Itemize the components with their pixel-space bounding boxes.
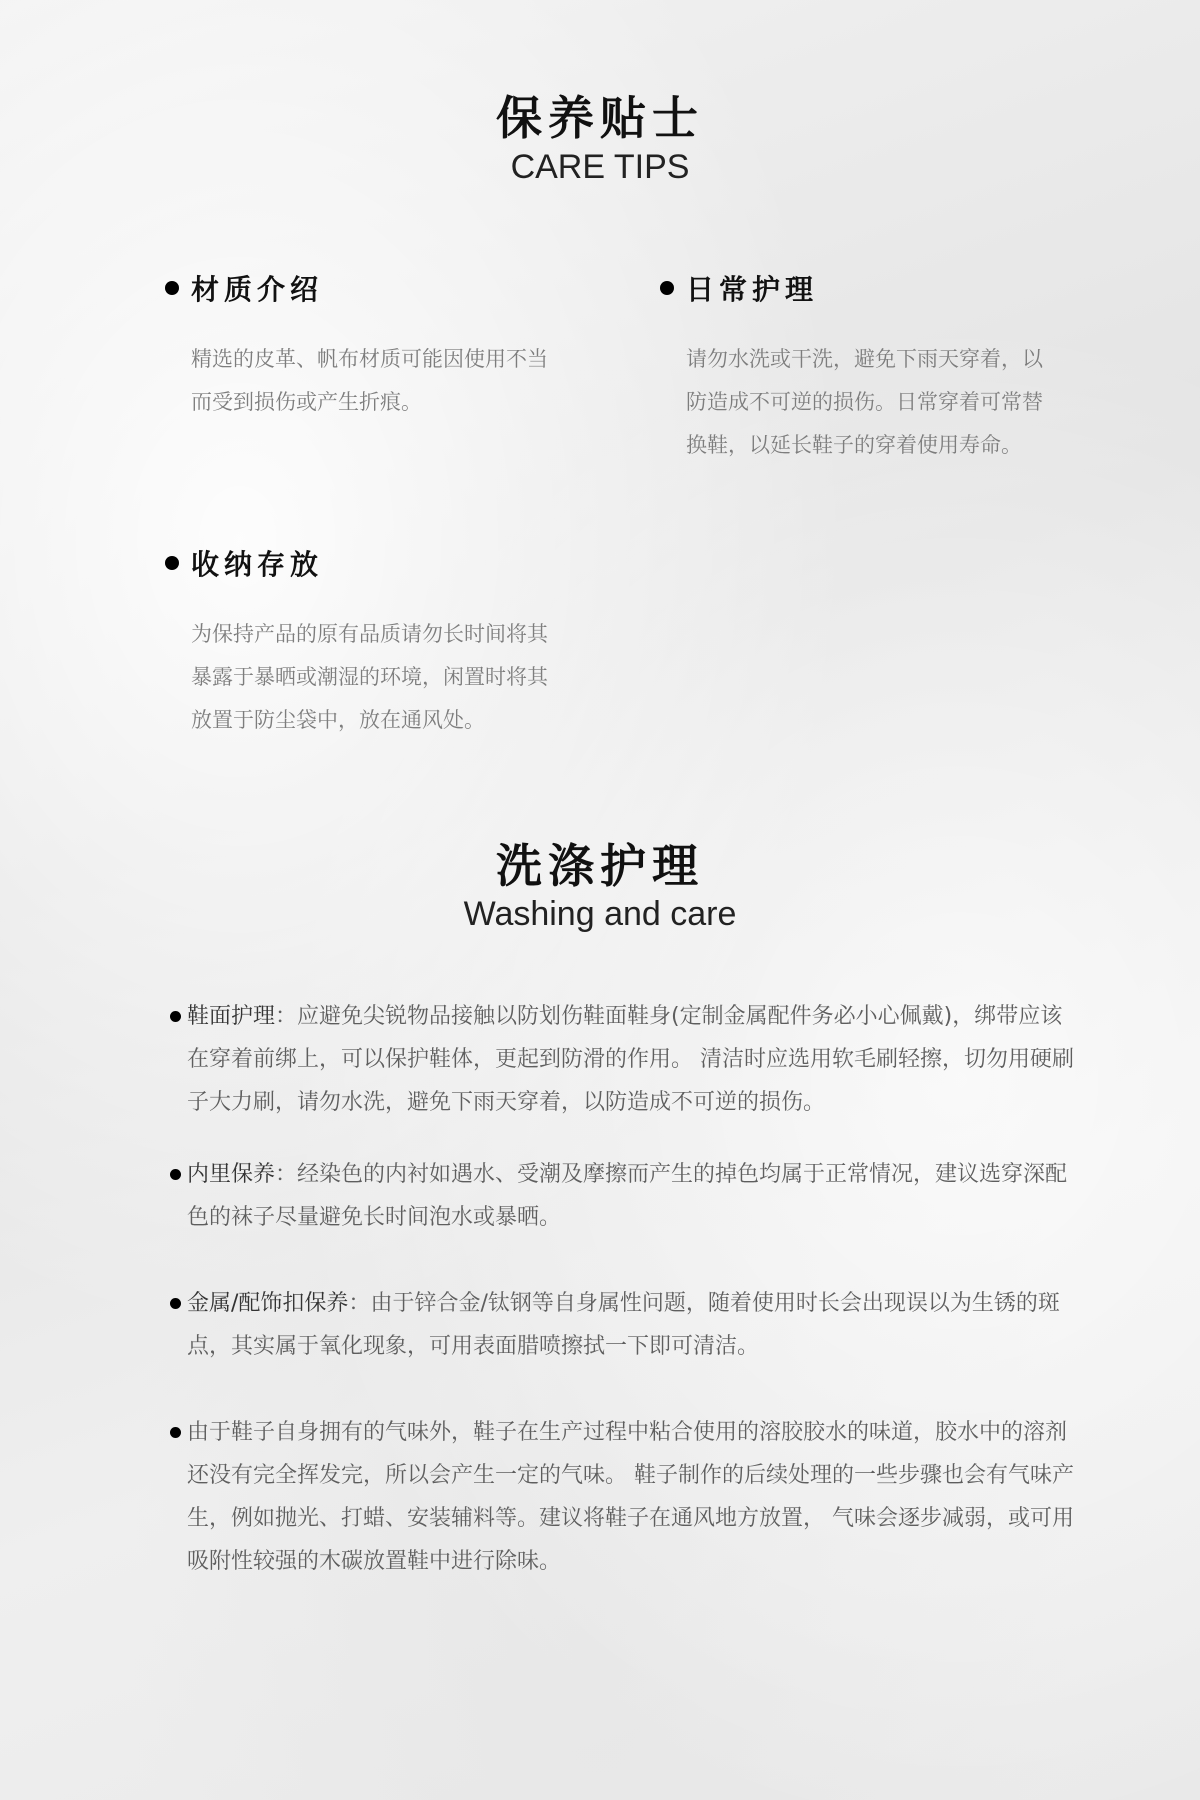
washing-item-label: 内里保养: [187, 1162, 276, 1187]
washing-item-text: 由于锌合金/钛钢等自身属性问题，随着使用时长会出现误以为生锈的斑点，其实属于氧化现象，可用表面腊喷擦拭一下即可清洁。: [187, 1291, 1060, 1359]
washing-item-metal: [170, 1282, 1080, 1368]
washing-subtitle: Washing and care: [463, 895, 737, 933]
washing-item-upper: [170, 995, 1080, 1124]
tip-daily-care: [660, 268, 1050, 467]
washing-item-label: 鞋面护理: [187, 1004, 276, 1029]
washing-item-text: 由于鞋子自身拥有的气味外，鞋子在生产过程中粘合使用的溶胶胶水的味道，胶水中的溶剂还没有完全挥发完，所以会产生一定的气味。 鞋子制作的后续处理的一些步骤也会有气味产生，例如抛光、打蜡、安装辅料等。建议将鞋子在通风地方放置， 气味会逐步减弱，或可用吸附性较强的木碳放置鞋中进行除味。: [187, 1420, 1074, 1574]
bullet-icon: [170, 1427, 181, 1438]
care-tips-title: 保养贴士: [496, 91, 704, 145]
washing-item-text: 应避免尖锐物品接触以防划伤鞋面鞋身(定制金属配件务必小心佩戴)，绑带应该在穿着前绑上，可以保护鞋体，更起到防滑的作用。 清洁时应选用软毛刷轻擦，切勿用硬刷子大力刷，请勿水洗，避免下雨天穿着，以防造成不可逆的损伤。: [187, 1004, 1074, 1115]
bullet-icon: [165, 281, 179, 295]
tip-material: [165, 268, 555, 424]
washing-item-separator: ：: [275, 1004, 298, 1029]
tip-storage: [165, 543, 555, 742]
washing-item-lining: [170, 1153, 1080, 1239]
washing-item-separator: ：: [348, 1291, 371, 1316]
tip-body: 请勿水洗或干洗，避免下雨天穿着，以防造成不可逆的损伤。日常穿着可常替换鞋，以延长鞋子的穿着使用寿命。: [686, 347, 1043, 457]
care-tips-subtitle: CARE TIPS: [510, 148, 690, 186]
bullet-icon: [660, 281, 674, 295]
tip-heading: 日常护理: [686, 273, 819, 306]
washing-item-text: 经染色的内衬如遇水、受潮及摩擦而产生的掉色均属于正常情况，建议选穿深配色的袜子尽量避免长时间泡水或暴晒。: [187, 1162, 1068, 1230]
bullet-icon: [165, 556, 179, 570]
washing-title: 洗涤护理: [496, 839, 704, 893]
tip-heading: 收纳存放: [191, 548, 324, 581]
bullet-icon: [170, 1169, 181, 1180]
washing-item-separator: ：: [275, 1162, 298, 1187]
tip-body: 为保持产品的原有品质请勿长时间将其暴露于暴晒或潮湿的环境，闲置时将其放置于防尘袋中，放在通风处。: [191, 622, 548, 732]
bullet-icon: [170, 1011, 181, 1022]
tip-heading: 材质介绍: [191, 273, 324, 306]
washing-item-label: 金属/配饰扣保养: [187, 1291, 349, 1316]
tip-body: 精选的皮革、帆布材质可能因使用不当而受到损伤或产生折痕。: [191, 347, 548, 414]
bullet-icon: [170, 1298, 181, 1309]
washing-item-odor: [170, 1411, 1080, 1583]
